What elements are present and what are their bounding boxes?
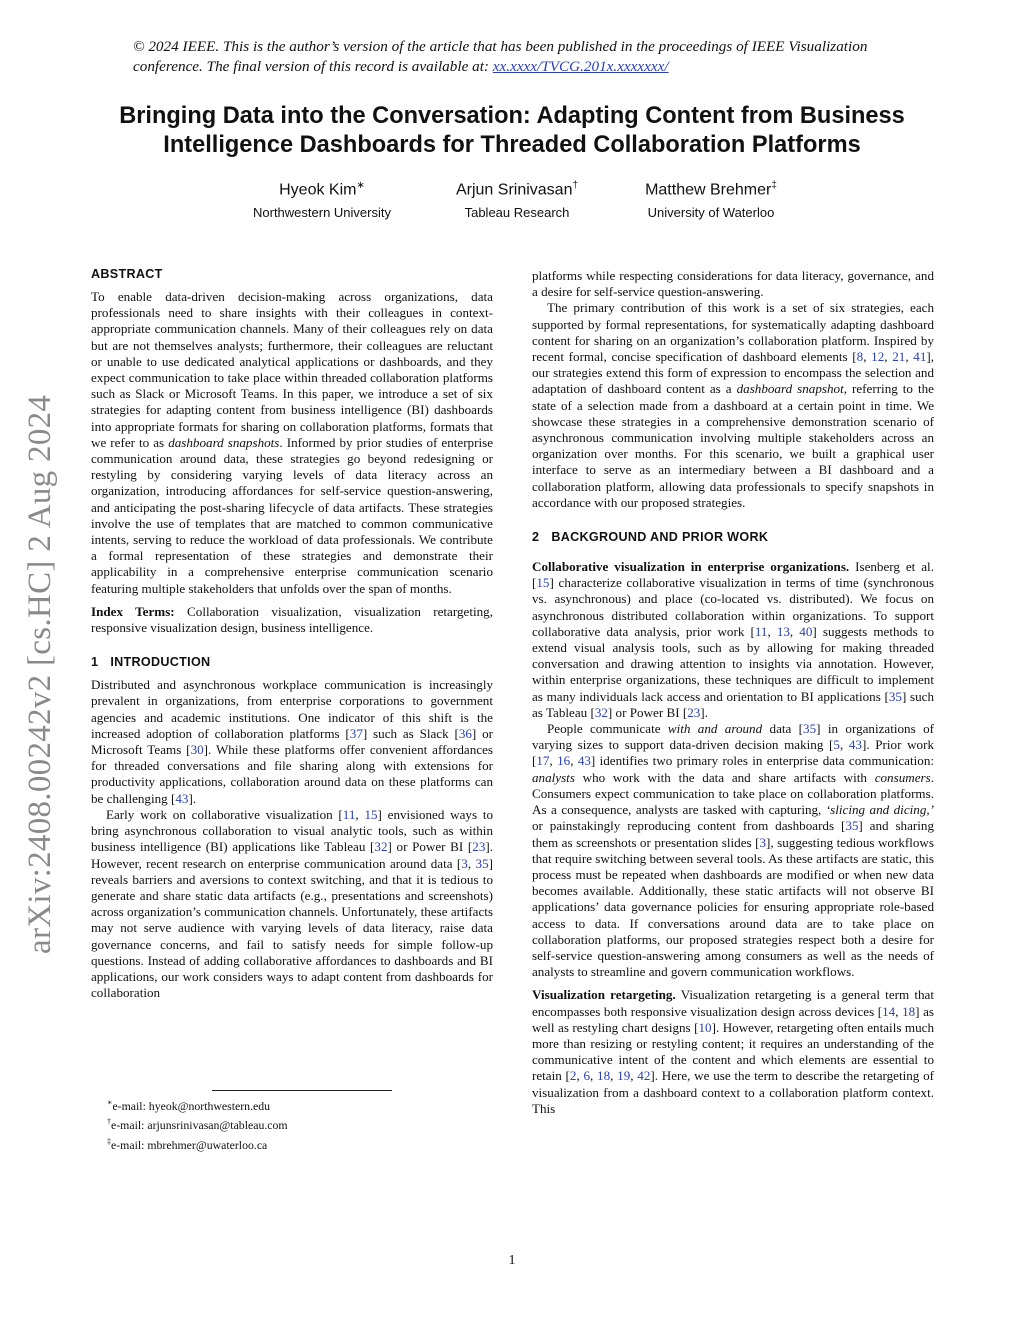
- footnote: ‡e-mail: mbrehmer@uwaterloo.ca: [107, 1136, 268, 1152]
- author-mark: †: [572, 180, 579, 191]
- author-name: Matthew Brehmer: [645, 181, 772, 199]
- citation-link[interactable]: 3: [461, 855, 468, 871]
- citation-link[interactable]: 19: [617, 1068, 631, 1084]
- intro-continued: platforms while respecting considerations for data literacy, governance, and a desire for self-service question-answering.: [532, 268, 934, 300]
- footnote-rule: [212, 1090, 392, 1091]
- section-heading-background: 2 BACKGROUND AND PRIOR WORK: [532, 530, 769, 545]
- section-heading-introduction: 1 INTRODUCTION: [91, 655, 211, 670]
- citation-link[interactable]: 18: [597, 1068, 611, 1084]
- citation-link[interactable]: 15: [364, 806, 378, 822]
- left-column: [91, 266, 493, 1001]
- citation-link[interactable]: 35: [475, 855, 489, 871]
- citation-link[interactable]: 3: [759, 834, 767, 850]
- citation-link[interactable]: 15: [536, 575, 550, 591]
- citation-link[interactable]: 30: [190, 742, 204, 758]
- citation-link[interactable]: 35: [845, 818, 859, 834]
- citation-link[interactable]: 42: [637, 1068, 651, 1084]
- author-affiliation: Tableau Research: [464, 205, 570, 221]
- citation-link[interactable]: 32: [594, 704, 608, 720]
- citation-link[interactable]: 6: [583, 1068, 591, 1084]
- citation-link[interactable]: 14: [882, 1003, 896, 1019]
- author-mark: ‡: [771, 180, 777, 191]
- intro-paragraph-2: Early work on collaborative visualization [11, 15] envisioned ways to bring asynchronous collaboration to visual analytic tools, such as within business intelligence (BI) applications like Tableau [32] or Power BI [23]. However, recent research on enterprise communication around data [3, 35] reveals barriers and aversions to context switching, and that it is tedious to generate and share static data artifacts (e.g., presentations and screenshots) across organization’s communication channels. Unfortunately, these artifacts may not serve audience with varying levels of data literacy, raise data governance concerns, and fail to satisfy needs for simple follow-up questions. Instead of adding collaborative affordances to dashboards and BI applications, our work considers ways to adapt content from dashboards for collaboration: [91, 806, 494, 1001]
- author-name: Hyeok Kim: [279, 181, 357, 199]
- retargeting-paragraph: Visualization retargeting. Visualization retargeting is a general term that encompasses both responsive visualization design across devices [14, 18] as well as restyling chart designs [10]. However, retargeting often entails much more than resizing or restyling content; it requires an understanding of the communicative intent of the content and which elements are essential to retain [2, 6, 18, 19, 42]. Here, we use the term to describe the retargeting of visualization from a dashboard context to a collaboration platform context. This: [532, 987, 935, 1116]
- citation-link[interactable]: 40: [799, 623, 813, 639]
- author-3: [616, 176, 806, 222]
- author-name: Arjun Srinivasan: [455, 181, 573, 199]
- citation-link[interactable]: 13: [776, 623, 790, 639]
- author-mark: ∗: [356, 180, 365, 191]
- right-column: [532, 268, 934, 1117]
- citation-link[interactable]: 37: [349, 725, 363, 741]
- citation-link[interactable]: 16: [557, 753, 571, 769]
- paper-title: Bringing Data into the Conversation: Adapting Content from Business Intelligence Dashboards for Threaded Collaboration Platforms: [119, 103, 905, 158]
- contribution-paragraph: The primary contribution of this work is a set of six strategies, each supported by formal representations, for systematically adapting dashboard content for sharing on an organization’s collaboration platform. Inspired by recent formal, concise specification of dashboard elements [8, 12, 21, 41], our strategies extend this form of expression to encompass the selection and adaptation of dashboard content as a dashboard snapshot, referring to the state of a selection made from a dashboard at a certain point in time. We showcase these strategies in a comprehensive demonstration scenario of asynchronous communication involving multiple stakeholders across an organization over months. For this scenario, we built a graphical user interface to serve as an intermediary between a BI dashboard and a collaboration platform, allowing data professionals to specify snapshots in accordance with our proposed strategies.: [532, 300, 934, 510]
- abstract-heading: ABSTRACT: [91, 267, 163, 281]
- author-affiliation: Northwestern University: [253, 205, 391, 221]
- citation-link[interactable]: 2: [569, 1068, 577, 1084]
- people-communicate-paragraph: People communicate with and around data [35] in organizations of varying sizes to support data-driven decision making [5, 43]. Prior work [17, 16, 43] identifies two primary roles in enterprise data communication: analysts who work with the data and share artifacts with consumers. Consumers expect communication to take place on collaboration platforms. As a consequence, analysts are tasked with capturing, ‘slicing and dicing,’ or painstakingly reproducing content from dashboards [35] and sharing them as screenshots or presentation slides [3], suggesting tedious workflows that require switching between several tools. As these artifacts are static, this process must be repeated when dashboards are modified or when new data becomes available. Additionally, these static artifacts will not observe BI applications’ data governance policies for ensuring appropriate role-based access to data. If conversations around data are to take place on collaboration platforms, our proposed strategies respect both a desire for self-service question-answering among consumers as well as the needs of analysts to streamline and govern communication workflows.: [532, 721, 935, 980]
- footnotes: [107, 1095, 288, 1153]
- citation-link[interactable]: 10: [698, 1019, 712, 1035]
- citation-link[interactable]: 21: [892, 349, 906, 365]
- citation-link[interactable]: 5: [833, 737, 840, 753]
- index-terms: Index Terms: Collaboration visualization, visualization retargeting, responsive visualization design, business intelligence.: [91, 603, 493, 636]
- abstract-text: To enable data-driven decision-making across organizations, data professionals need to share insights with their colleagues in context-appropriate communication channels. Many of their colleagues rely on data but are not themselves analysts; furthermore, their colleagues are reluctant or unable to use dedicated analytical applications or dashboards, and they expect communication to take place within threaded collaboration platforms such as Slack or Microsoft Teams. In this paper, we introduce a set of six strategies for adapting content from business intelligence (BI) dashboards into appropriate formats for sharing on collaboration platforms, formats that we refer to as dashboard snapshots. Informed by prior studies of enterprise communication around data, these strategies go beyond redesigning or restyling by considering varying levels of data literacy across an organization, introducing affordances for self-service question-answering, and anticipating the post-sharing lifecycle of data artifacts. These strategies involve the use of templates that are matched to common communicative intents, serving to reduce the workload of data professionals. We contribute a formal representation of these strategies and demonstrate their applicability in a comprehensive enterprise communication scenario featuring multiple stakeholders that unfolds over the span of months.: [91, 289, 494, 596]
- footnote: ∗e-mail: hyeok@northwestern.edu: [107, 1098, 271, 1113]
- citation-link[interactable]: 35: [888, 688, 902, 704]
- citation-link[interactable]: 17: [536, 753, 550, 769]
- intro-paragraph-1: Distributed and asynchronous workplace communication is increasingly prevalent in organizations, from enterprise corporations to government agencies and academic institutions. One indicator of this shift is the increased adoption of collaboration platforms [37] such as Slack [36] or Microsoft Teams [30]. While these platforms offer convenient affordances for threaded conversations and file sharing along with extensions for productivity applications, collaboration around data on these platforms can be challenging [43].: [91, 677, 493, 806]
- citation-link[interactable]: 43: [848, 737, 862, 753]
- author-affiliation: University of Waterloo: [647, 205, 775, 221]
- citation-link[interactable]: 36: [458, 725, 472, 741]
- citation-link[interactable]: 35: [803, 721, 817, 737]
- citation-link[interactable]: 43: [175, 790, 189, 806]
- citation-link[interactable]: 11: [754, 623, 768, 639]
- citation-link[interactable]: 18: [902, 1003, 916, 1019]
- page-number: 1: [508, 1253, 516, 1268]
- arxiv-side-label: arXiv:2408.00242v2 [cs.HC] 2 Aug 2024: [22, 394, 58, 954]
- citation-link[interactable]: 8: [856, 349, 864, 365]
- citation-link[interactable]: 23: [472, 839, 486, 855]
- citation-link[interactable]: 12: [871, 349, 885, 365]
- author-1: [232, 176, 412, 222]
- citation-link[interactable]: 41: [913, 349, 927, 365]
- citation-link[interactable]: 32: [374, 839, 388, 855]
- citation-link[interactable]: 23: [687, 704, 701, 720]
- copyright-notice: © 2024 IEEE. This is the author’s version of the article that has been published in the proceedings of IEEE Visualization conference. The final version of this record is available at: xx.xxxx/TVCG.201x.xxxxxxx/: [133, 38, 868, 75]
- author-2: [427, 176, 607, 222]
- collab-vis-paragraph: Collaborative visualization in enterprise organizations. Isenberg et al. [15] characterize collaborative visualization in terms of time (synchronous vs. asynchronous) and place (co-located vs. distributed). We focus on asynchronous distributed collaboration within organizations. To support collaborative data analysis, prior work [11, 13, 40] suggests methods to extend visual analysis tools, such as by allowing for making threaded conversation and drawing attention to insights via annotation. However, within enterprise organizations, these techniques are difficult to implement as many individuals lack access and orientation to BI applications [35] such as Tableau [32] or Power BI [23].: [532, 559, 934, 720]
- footnote: †e-mail: arjunsrinivasan@tableau.com: [107, 1117, 288, 1133]
- citation-link[interactable]: 11: [342, 806, 356, 822]
- doi-link[interactable]: xx.xxxx/TVCG.201x.xxxxxxx/: [492, 58, 669, 75]
- citation-link[interactable]: 43: [577, 753, 591, 769]
